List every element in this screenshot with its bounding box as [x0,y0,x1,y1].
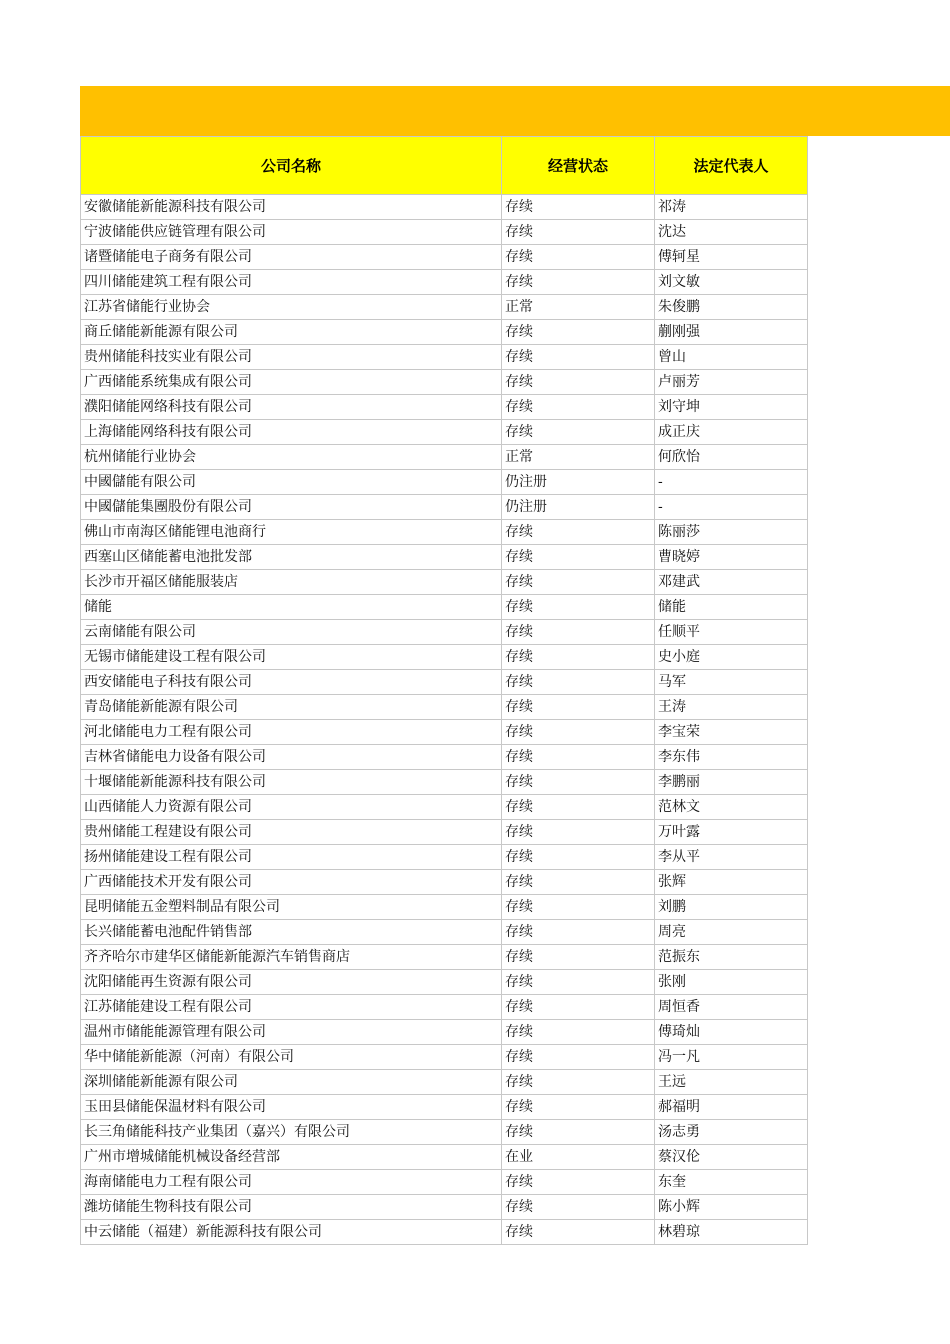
company-name-cell: 广西储能技术开发有限公司 [81,870,502,895]
company-name-cell: 青岛储能新能源有限公司 [81,695,502,720]
legal-representative-cell: 曾山 [655,345,808,370]
table-row [81,520,808,545]
table-row [81,1020,808,1045]
business-status-cell: 存续 [502,970,655,995]
business-status-cell: 正常 [502,295,655,320]
legal-representative-cell: 李从平 [655,845,808,870]
company-name-cell: 贵州储能科技实业有限公司 [81,345,502,370]
company-name-cell: 佛山市南海区储能锂电池商行 [81,520,502,545]
table-body [81,195,808,1245]
business-status-cell: 存续 [502,845,655,870]
legal-representative-cell: 邓建武 [655,570,808,595]
table-row [81,470,808,495]
company-name-cell: 诸暨储能电子商务有限公司 [81,245,502,270]
table-row [81,1045,808,1070]
table-row [81,370,808,395]
business-status-cell: 存续 [502,945,655,970]
legal-representative-cell: 刘文敏 [655,270,808,295]
business-status-cell: 存续 [502,920,655,945]
business-status-cell: 存续 [502,670,655,695]
company-name-cell: 西塞山区储能蓄电池批发部 [81,545,502,570]
business-status-cell: 存续 [502,520,655,545]
legal-representative-cell: 任顺平 [655,620,808,645]
legal-representative-cell: 蔡汉伦 [655,1145,808,1170]
legal-representative-cell: 陈丽莎 [655,520,808,545]
business-status-cell: 存续 [502,645,655,670]
business-status-cell: 存续 [502,1120,655,1145]
legal-representative-cell: 储能 [655,595,808,620]
business-status-cell: 存续 [502,895,655,920]
business-status-cell: 存续 [502,245,655,270]
business-status-cell: 存续 [502,1045,655,1070]
company-name-cell: 河北储能电力工程有限公司 [81,720,502,745]
header-company-name: 公司名称 [81,137,502,195]
company-name-cell: 昆明储能五金塑料制品有限公司 [81,895,502,920]
legal-representative-cell: 周恒香 [655,995,808,1020]
table-row [81,770,808,795]
company-name-cell: 上海储能网络科技有限公司 [81,420,502,445]
table-row [81,895,808,920]
legal-representative-cell: 陈小辉 [655,1195,808,1220]
company-name-cell: 云南储能有限公司 [81,620,502,645]
business-status-cell: 在业 [502,1145,655,1170]
business-status-cell: 存续 [502,420,655,445]
business-status-cell: 存续 [502,820,655,845]
business-status-cell: 存续 [502,620,655,645]
legal-representative-cell: 沈达 [655,220,808,245]
legal-representative-cell: 万叶露 [655,820,808,845]
table-row [81,570,808,595]
company-name-cell: 潍坊储能生物科技有限公司 [81,1195,502,1220]
legal-representative-cell: 刘守坤 [655,395,808,420]
business-status-cell: 存续 [502,195,655,220]
business-status-cell: 存续 [502,1095,655,1120]
legal-representative-cell: 范林文 [655,795,808,820]
business-status-cell: 存续 [502,1220,655,1245]
legal-representative-cell: 王远 [655,1070,808,1095]
legal-representative-cell: 傅轲星 [655,245,808,270]
table-row [81,1220,808,1245]
company-name-cell: 西安储能电子科技有限公司 [81,670,502,695]
company-name-cell: 无锡市储能建设工程有限公司 [81,645,502,670]
legal-representative-cell: 李宝荣 [655,720,808,745]
legal-representative-cell: 何欣怡 [655,445,808,470]
company-name-cell: 广西储能系统集成有限公司 [81,370,502,395]
business-status-cell: 仍注册 [502,470,655,495]
company-name-cell: 贵州储能工程建设有限公司 [81,820,502,845]
company-name-cell: 中云储能（福建）新能源科技有限公司 [81,1220,502,1245]
legal-representative-cell: 祁涛 [655,195,808,220]
table-row [81,820,808,845]
table-row [81,495,808,520]
legal-representative-cell: 朱俊鹏 [655,295,808,320]
table-row [81,1095,808,1120]
company-name-cell: 长沙市开福区储能服装店 [81,570,502,595]
title-band [80,86,950,136]
table-row [81,220,808,245]
business-status-cell: 仍注册 [502,495,655,520]
table-row [81,1070,808,1095]
company-name-cell: 宁波储能供应链管理有限公司 [81,220,502,245]
company-name-cell: 华中储能新能源（河南）有限公司 [81,1045,502,1070]
header-legal-representative: 法定代表人 [655,137,808,195]
company-name-cell: 齐齐哈尔市建华区储能新能源汽车销售商店 [81,945,502,970]
business-status-cell: 存续 [502,870,655,895]
table-row [81,995,808,1020]
legal-representative-cell: 东奎 [655,1170,808,1195]
company-name-cell: 山西储能人力资源有限公司 [81,795,502,820]
business-status-cell: 存续 [502,220,655,245]
company-name-cell: 安徽储能新能源科技有限公司 [81,195,502,220]
company-name-cell: 十堰储能新能源科技有限公司 [81,770,502,795]
table-row [81,695,808,720]
business-status-cell: 存续 [502,1170,655,1195]
header-business-status: 经营状态 [502,137,655,195]
business-status-cell: 存续 [502,995,655,1020]
legal-representative-cell: 汤志勇 [655,1120,808,1145]
legal-representative-cell: - [655,495,808,520]
table-row [81,295,808,320]
company-name-cell: 储能 [81,595,502,620]
table-row [81,395,808,420]
legal-representative-cell: 曹晓婷 [655,545,808,570]
legal-representative-cell: 王涛 [655,695,808,720]
legal-representative-cell: 成正庆 [655,420,808,445]
legal-representative-cell: 卢丽芳 [655,370,808,395]
legal-representative-cell: 刘鹏 [655,895,808,920]
business-status-cell: 存续 [502,570,655,595]
business-status-cell: 存续 [502,270,655,295]
legal-representative-cell: 周亮 [655,920,808,945]
company-name-cell: 深圳储能新能源有限公司 [81,1070,502,1095]
company-name-cell: 温州市储能能源管理有限公司 [81,1020,502,1045]
table-row [81,795,808,820]
legal-representative-cell: 李东伟 [655,745,808,770]
company-name-cell: 玉田县储能保温材料有限公司 [81,1095,502,1120]
company-name-cell: 江苏储能建设工程有限公司 [81,995,502,1020]
business-status-cell: 存续 [502,720,655,745]
table-row [81,1170,808,1195]
table-row [81,545,808,570]
table-row [81,245,808,270]
legal-representative-cell: 张刚 [655,970,808,995]
business-status-cell: 存续 [502,320,655,345]
table-row [81,845,808,870]
table-row [81,920,808,945]
legal-representative-cell: 冯一凡 [655,1045,808,1070]
table-row [81,445,808,470]
company-name-cell: 江苏省储能行业协会 [81,295,502,320]
company-name-cell: 商丘储能新能源有限公司 [81,320,502,345]
business-status-cell: 存续 [502,345,655,370]
business-status-cell: 存续 [502,770,655,795]
table-row [81,645,808,670]
table-row [81,945,808,970]
table-row [81,970,808,995]
legal-representative-cell: 张辉 [655,870,808,895]
table-row [81,1145,808,1170]
header-row [81,137,808,195]
business-status-cell: 存续 [502,795,655,820]
legal-representative-cell: 蒯刚强 [655,320,808,345]
table-row [81,320,808,345]
company-name-cell: 海南储能电力工程有限公司 [81,1170,502,1195]
legal-representative-cell: 史小庭 [655,645,808,670]
business-status-cell: 存续 [502,1020,655,1045]
table-row [81,195,808,220]
legal-representative-cell: 郝福明 [655,1095,808,1120]
table-row [81,670,808,695]
table-row [81,345,808,370]
company-name-cell: 濮阳储能网络科技有限公司 [81,395,502,420]
business-status-cell: 存续 [502,745,655,770]
table-row [81,720,808,745]
company-name-cell: 中國儲能有限公司 [81,470,502,495]
legal-representative-cell: 范振东 [655,945,808,970]
table-row [81,270,808,295]
company-name-cell: 长三角储能科技产业集团（嘉兴）有限公司 [81,1120,502,1145]
legal-representative-cell: 李鹏丽 [655,770,808,795]
business-status-cell: 正常 [502,445,655,470]
business-status-cell: 存续 [502,395,655,420]
business-status-cell: 存续 [502,1195,655,1220]
table-row [81,595,808,620]
business-status-cell: 存续 [502,545,655,570]
company-name-cell: 长兴储能蓄电池配件销售部 [81,920,502,945]
company-name-cell: 中國儲能集團股份有限公司 [81,495,502,520]
legal-representative-cell: - [655,470,808,495]
legal-representative-cell: 林碧琼 [655,1220,808,1245]
company-name-cell: 吉林省储能电力设备有限公司 [81,745,502,770]
business-status-cell: 存续 [502,370,655,395]
table-row [81,1120,808,1145]
table-row [81,420,808,445]
company-table [80,136,808,1245]
business-status-cell: 存续 [502,595,655,620]
table-row [81,745,808,770]
table-row [81,870,808,895]
table-row [81,1195,808,1220]
company-name-cell: 广州市增城储能机械设备经营部 [81,1145,502,1170]
company-name-cell: 沈阳储能再生资源有限公司 [81,970,502,995]
company-name-cell: 四川储能建筑工程有限公司 [81,270,502,295]
table-row [81,620,808,645]
business-status-cell: 存续 [502,695,655,720]
business-status-cell: 存续 [502,1070,655,1095]
legal-representative-cell: 马军 [655,670,808,695]
company-name-cell: 杭州储能行业协会 [81,445,502,470]
legal-representative-cell: 傅琦灿 [655,1020,808,1045]
company-name-cell: 扬州储能建设工程有限公司 [81,845,502,870]
